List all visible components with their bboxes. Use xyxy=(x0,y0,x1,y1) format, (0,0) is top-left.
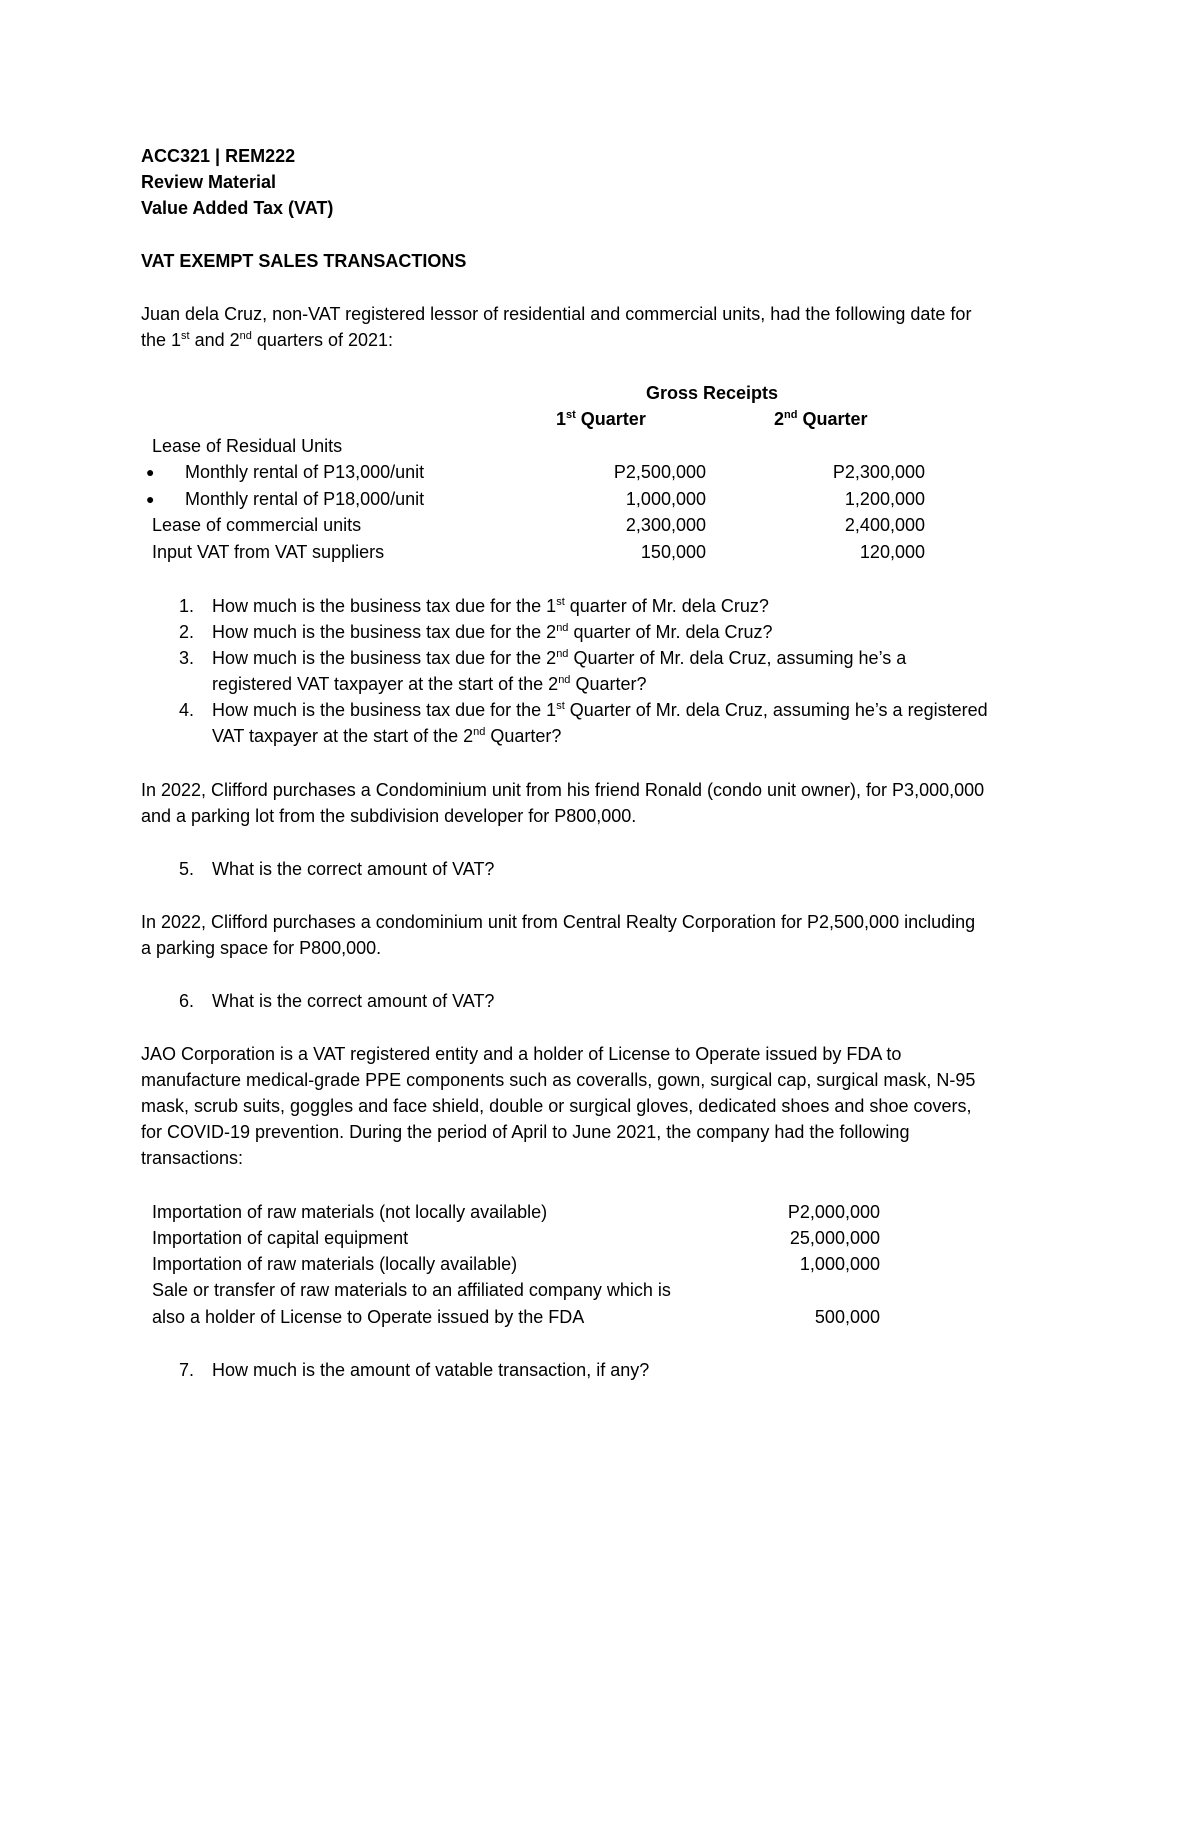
row-label: Input VAT from VAT suppliers xyxy=(152,542,385,562)
transaction-label: Sale or transfer of raw materials to an affiliated company which is xyxy=(152,1280,671,1300)
question-number: 3. xyxy=(178,648,194,668)
bullet-icon: ● xyxy=(146,464,155,480)
row-q1-value: P2,500,000 xyxy=(613,462,706,482)
question-number: 1. xyxy=(178,596,194,616)
question-number: 6. xyxy=(178,991,194,1011)
transaction-label: Importation of capital equipment xyxy=(152,1228,409,1248)
row-q2-value: 1,200,000 xyxy=(844,489,925,509)
material-title: Review Material xyxy=(141,172,277,192)
question-text: How much is the amount of vatable transaction, if any? xyxy=(212,1360,650,1380)
paragraph-line: and a parking lot from the subdivision developer for P800,000. xyxy=(141,806,637,826)
question-number: 5. xyxy=(178,859,194,879)
paragraph-line: for COVID-19 prevention. During the period of April to June 2021, the company had the following xyxy=(141,1122,910,1142)
transaction-amount: P2,000,000 xyxy=(787,1202,880,1222)
bullet-icon: ● xyxy=(146,491,155,507)
transaction-amount: 500,000 xyxy=(814,1307,880,1327)
paragraph-line: JAO Corporation is a VAT registered entity and a holder of License to Operate issued by FDA to xyxy=(141,1044,902,1064)
column-header-q1: 1st Quarter xyxy=(556,409,646,429)
row-label: Monthly rental of P18,000/unit xyxy=(185,489,425,509)
row-q1-value: 2,300,000 xyxy=(625,515,706,535)
row-q1-value: 1,000,000 xyxy=(625,489,706,509)
intro-line-1: Juan dela Cruz, non-VAT registered lessor of residential and commercial units, had the following date for xyxy=(141,304,972,324)
question-text: How much is the business tax due for the 2nd Quarter of Mr. dela Cruz, assuming he’s a xyxy=(212,648,907,668)
transaction-label: Importation of raw materials (not locally available) xyxy=(152,1202,548,1222)
paragraph-line: a parking space for P800,000. xyxy=(141,938,382,958)
question-text: How much is the business tax due for the 2nd quarter of Mr. dela Cruz? xyxy=(212,622,773,642)
row-q2-value: 2,400,000 xyxy=(844,515,925,535)
question-text-continued: VAT taxpayer at the start of the 2nd Quarter? xyxy=(212,726,562,746)
row-label: Lease of commercial units xyxy=(152,515,362,535)
row-label: Monthly rental of P13,000/unit xyxy=(185,462,425,482)
transaction-amount: 1,000,000 xyxy=(799,1254,880,1274)
topic-title: Value Added Tax (VAT) xyxy=(141,198,334,218)
paragraph-line: transactions: xyxy=(141,1148,244,1168)
question-number: 7. xyxy=(178,1360,194,1380)
question-text: What is the correct amount of VAT? xyxy=(212,991,495,1011)
question-number: 2. xyxy=(178,622,194,642)
question-text: How much is the business tax due for the 1st quarter of Mr. dela Cruz? xyxy=(212,596,769,616)
question-text: What is the correct amount of VAT? xyxy=(212,859,495,879)
paragraph-line: In 2022, Clifford purchases a condominium unit from Central Realty Corporation for P2,500,000 including xyxy=(141,912,976,932)
transaction-label-continued: also a holder of License to Operate issued by the FDA xyxy=(152,1307,585,1327)
transaction-amount: 25,000,000 xyxy=(789,1228,880,1248)
table-caption: Gross Receipts xyxy=(646,383,779,403)
transaction-label: Importation of raw materials (locally available) xyxy=(152,1254,518,1274)
row-q1-value: 150,000 xyxy=(640,542,706,562)
row-q2-value: P2,300,000 xyxy=(832,462,925,482)
row-q2-value: 120,000 xyxy=(859,542,925,562)
question-text-continued: registered VAT taxpayer at the start of the 2nd Quarter? xyxy=(212,674,647,694)
question-number: 4. xyxy=(178,700,194,720)
paragraph-line: mask, scrub suits, goggles and face shield, double or surgical gloves, dedicated shoes and shoe covers, xyxy=(141,1096,972,1116)
group-label: Lease of Residual Units xyxy=(152,436,343,456)
paragraph-line: manufacture medical-grade PPE components such as coveralls, gown, surgical cap, surgical mask, N-95 xyxy=(141,1070,976,1090)
section-title: VAT EXEMPT SALES TRANSACTIONS xyxy=(141,251,467,271)
paragraph-line: In 2022, Clifford purchases a Condominium unit from his friend Ronald (condo unit owner), for P3,000,000 xyxy=(141,780,985,800)
question-text: How much is the business tax due for the 1st Quarter of Mr. dela Cruz, assuming he’s a registered xyxy=(212,700,988,720)
column-header-q2: 2nd Quarter xyxy=(774,409,868,429)
intro-line-2: the 1st and 2nd quarters of 2021: xyxy=(141,330,393,350)
course-code: ACC321 | REM222 xyxy=(141,146,296,166)
